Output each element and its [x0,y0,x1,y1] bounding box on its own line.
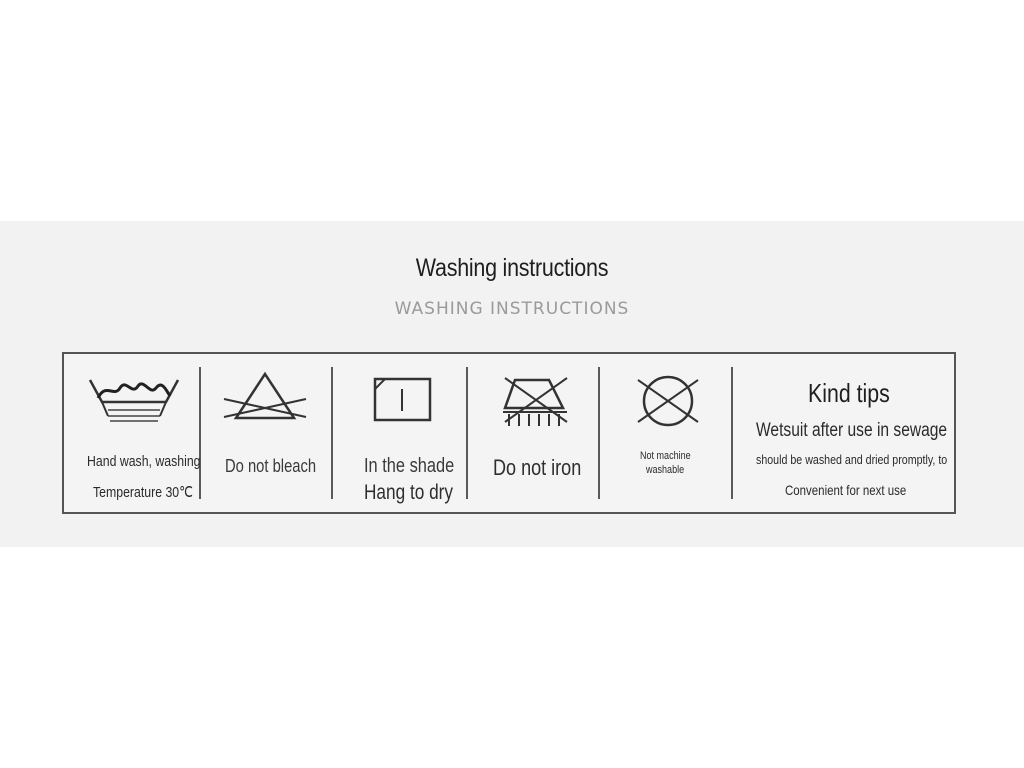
hand-wash-temperature-label: Temperature 30℃ [93,484,193,501]
divider [731,367,733,499]
divider [598,367,600,499]
page-subtitle: WASHING INSTRUCTIONS [394,299,630,319]
hand-wash-icon [88,376,180,426]
hand-wash-label: Hand wash, washing [87,453,201,470]
kind-tips-line1: Wetsuit after use in sewage [756,420,948,441]
dry-in-shade-icon [373,377,433,423]
machine-wash-label-line1: Not machine [640,450,691,462]
divider [331,367,333,499]
kind-tips-title: Kind tips [808,378,890,408]
do-not-iron-label: Do not iron [493,455,582,480]
do-not-machine-wash-icon [634,374,702,428]
do-not-bleach-label: Do not bleach [225,456,317,476]
kind-tips-line2: should be washed and dried promptly, to [756,452,948,467]
divider [199,367,201,499]
machine-wash-label-line2: washable [646,464,685,476]
do-not-bleach-icon [222,371,308,423]
kind-tips-line3: Convenient for next use [785,482,907,498]
hang-dry-label: Hang to dry [364,481,454,504]
divider [466,367,468,499]
shade-label: In the shade [364,455,455,477]
do-not-iron-icon [499,374,573,428]
page-title: Washing instructions [415,254,609,282]
